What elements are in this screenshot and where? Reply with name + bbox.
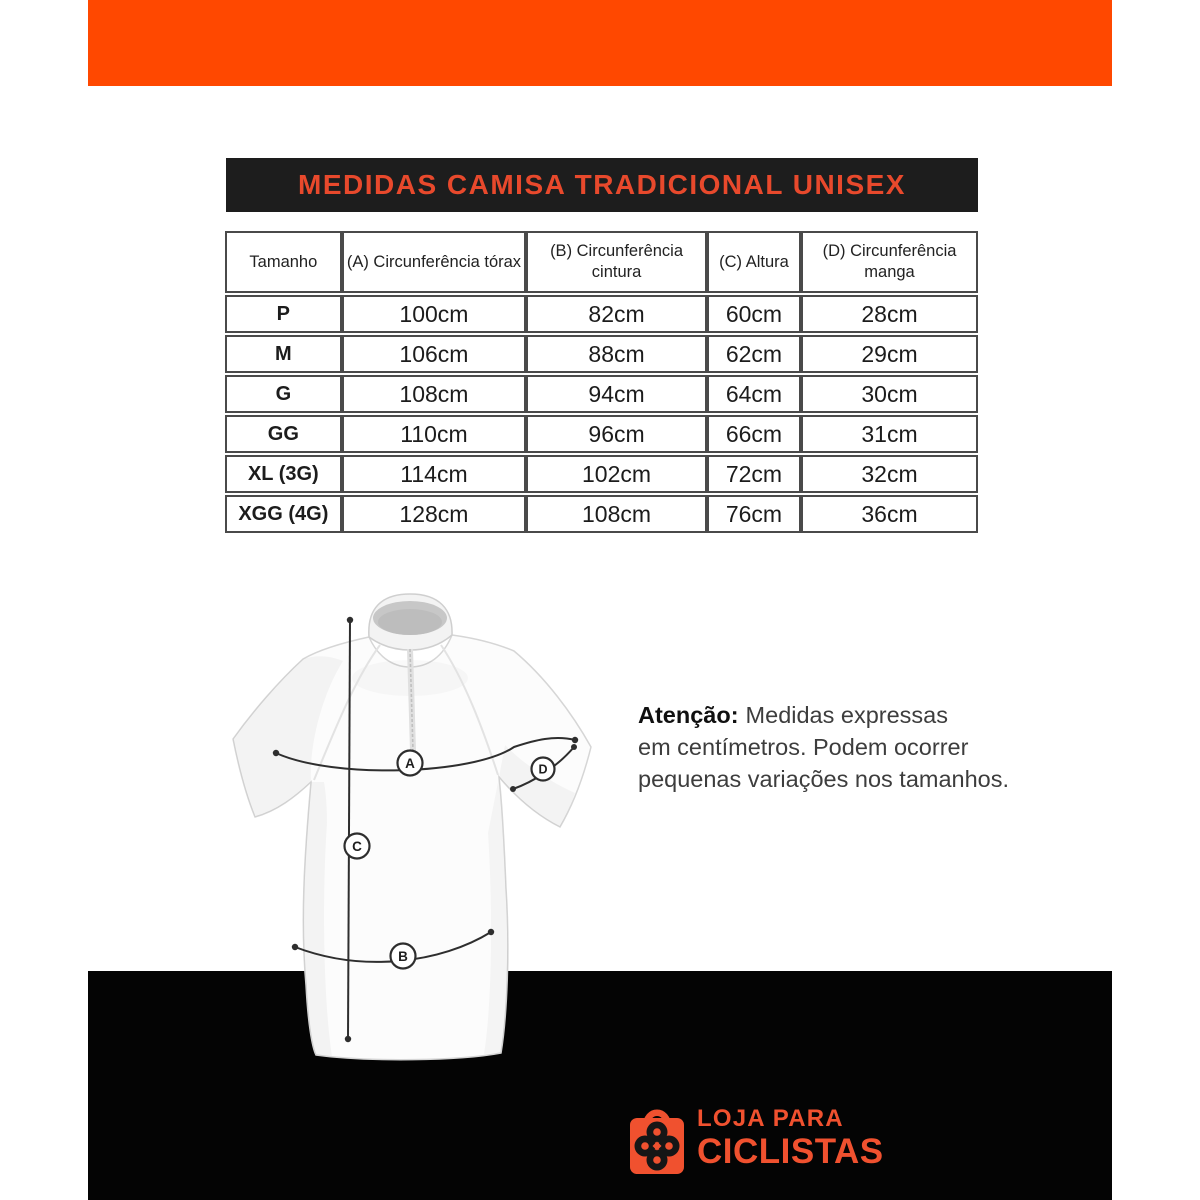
measure-cell: 102cm <box>526 455 707 493</box>
table-row <box>225 415 978 453</box>
attention-prefix: Atenção: <box>638 702 739 728</box>
attention-text-1: Medidas expressas <box>745 702 949 728</box>
size-cell: XGG (4G) <box>225 495 342 533</box>
size-table <box>225 229 978 535</box>
measure-cell: 108cm <box>526 495 707 533</box>
measure-cell: 30cm <box>801 375 978 413</box>
attention-line-2: em centímetros. Podem ocorrer <box>638 733 969 760</box>
measure-cell: 31cm <box>801 415 978 453</box>
measure-cell: 94cm <box>526 375 707 413</box>
attention-line-3: pequenas variações nos tamanhos. <box>638 765 1010 792</box>
column-header-2: (B) Circunferência cintura <box>526 231 707 293</box>
measure-cell: 62cm <box>707 335 801 373</box>
store-logo-line2: CICLISTAS <box>697 1132 884 1171</box>
attention-line-1 <box>638 700 1048 732</box>
measure-cell: 60cm <box>707 295 801 333</box>
measure-cell: 114cm <box>342 455 526 493</box>
store-logo-line1: LOJA PARA <box>697 1105 844 1132</box>
measure-cell: 128cm <box>342 495 526 533</box>
shopping-bag-crankset-icon <box>628 1100 686 1176</box>
top-orange-band <box>88 0 1112 86</box>
measure-cell: 110cm <box>342 415 526 453</box>
store-logo <box>628 1100 884 1176</box>
size-cell: XL (3G) <box>225 455 342 493</box>
measure-cell: 88cm <box>526 335 707 373</box>
table-row <box>225 375 978 413</box>
column-header-3: (C) Altura <box>707 231 801 293</box>
column-header-0: Tamanho <box>225 231 342 293</box>
table-row <box>225 335 978 373</box>
table-row <box>225 495 978 533</box>
badge-d-label: D <box>538 762 548 777</box>
table-header-row <box>225 231 978 293</box>
measure-cell: 108cm <box>342 375 526 413</box>
page-title: MEDIDAS CAMISA TRADICIONAL UNISEX <box>298 169 906 200</box>
size-cell: M <box>225 335 342 373</box>
size-cell: P <box>225 295 342 333</box>
measure-cell: 28cm <box>801 295 978 333</box>
measure-cell: 29cm <box>801 335 978 373</box>
measure-cell: 36cm <box>801 495 978 533</box>
column-header-4: (D) Circunferência manga <box>801 231 978 293</box>
badge-a-label: A <box>405 756 415 771</box>
collar-inner <box>378 609 442 635</box>
measure-cell: 82cm <box>526 295 707 333</box>
badge-b-label: B <box>398 949 408 964</box>
measure-cell: 100cm <box>342 295 526 333</box>
size-cell: GG <box>225 415 342 453</box>
measure-cell: 106cm <box>342 335 526 373</box>
measure-cell: 64cm <box>707 375 801 413</box>
jersey-measurement-diagram <box>183 583 620 1065</box>
measure-cell: 72cm <box>707 455 801 493</box>
table-row <box>225 295 978 333</box>
measure-cell: 76cm <box>707 495 801 533</box>
title-bar <box>226 158 978 212</box>
attention-note <box>638 700 1048 796</box>
size-cell: G <box>225 375 342 413</box>
store-logo-text <box>697 1107 884 1169</box>
table-row <box>225 455 978 493</box>
column-header-1: (A) Circunferência tórax <box>342 231 526 293</box>
measure-cell: 32cm <box>801 455 978 493</box>
measure-cell: 66cm <box>707 415 801 453</box>
badge-c-label: C <box>352 839 362 854</box>
measure-cell: 96cm <box>526 415 707 453</box>
